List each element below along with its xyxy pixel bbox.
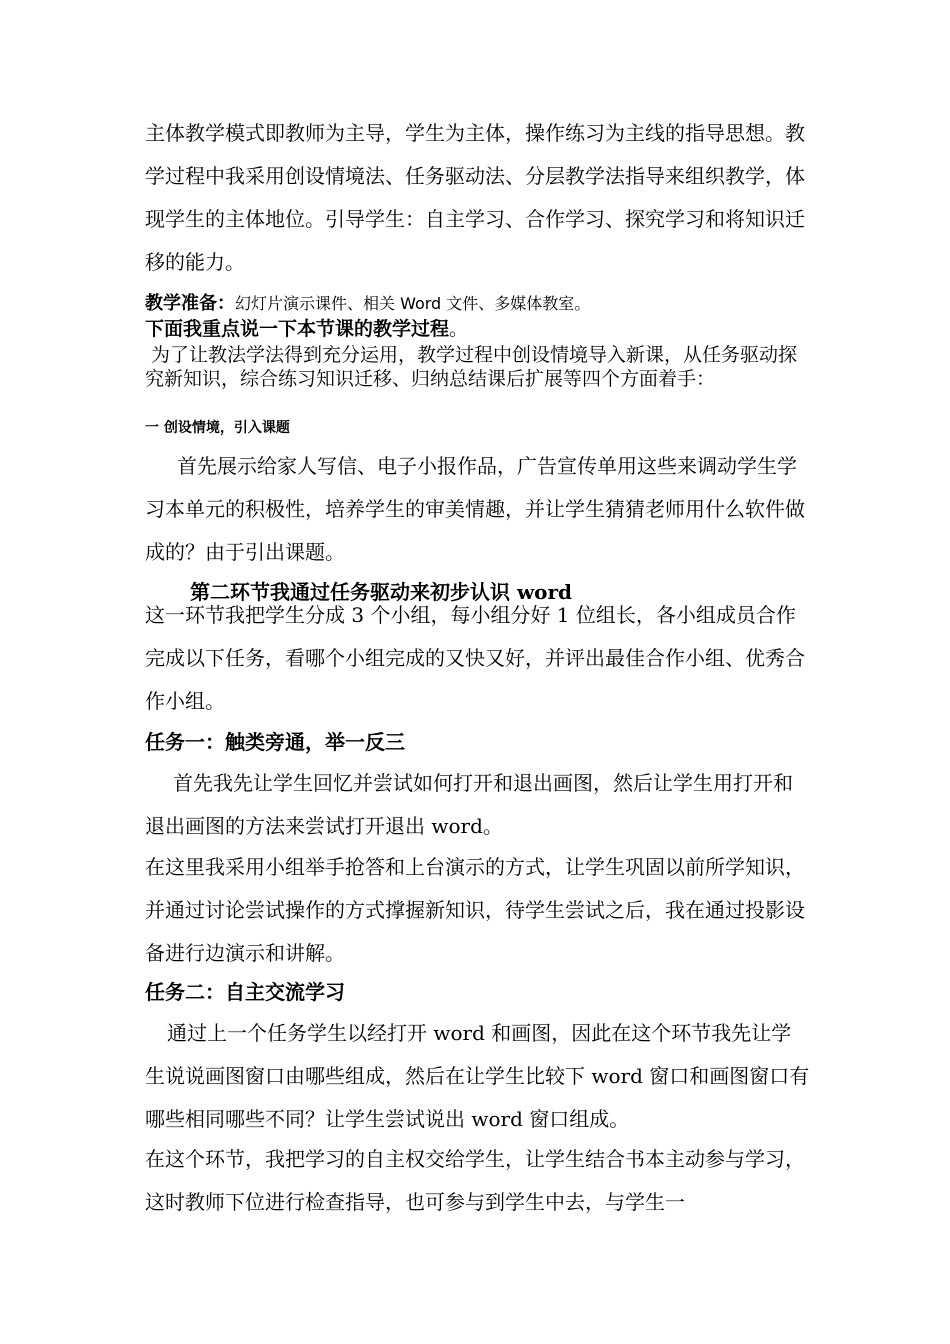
group-paragraph: 这一环节我把学生分成 3 个小组，每小组分好 1 位组长，各小组成员合作完成以下任务，看哪个小组完成的又快又好，并评出最佳合作小组、优秀合作小组。 <box>145 603 805 713</box>
task1-paragraph: 首先我先让学生回忆并尝试如何打开和退出画图，然后让学生用打开和退出画图的方法来尝试打开退出 word。 <box>145 771 793 838</box>
process-heading-period: 。 <box>449 318 469 340</box>
process-intro-paragraph: 为了让教法学法得到充分运用，教学过程中创设情境导入新课，从任务驱动探究新知识，综合练习知识迁移、归纳总结课后扩展等四个方面着手： <box>145 344 798 390</box>
process-heading-text: 下面我重点说一下本节课的教学过程 <box>145 318 450 340</box>
section-heading-1: 一 创设情境，引入课题 <box>145 420 290 436</box>
task2-method-paragraph: 在这个环节，我把学习的自主权交给学生，让学生结合书本主动参与学习，这时教师下位进行检查指导，也可参与到学生中去，与学生一 <box>145 1147 805 1214</box>
intro-paragraph: 主体教学模式即教师为主导，学生为主体，操作练习为主线的指导思想。教学过程中我采用创设情境法、任务驱动法、分层教学法指导来组织教学，体现学生的主体地位。引导学生：自主学习、合作学习、探究学习和将知识迁移的能力。 <box>145 121 805 274</box>
situation-paragraph: 首先展示给家人写信、电子小报作品，广告宣传单用这些来调动学生学习本单元的积极性，培养学生的审美情趣，并让学生猜猜老师用什么软件做成的？由于引出课题。 <box>145 454 805 564</box>
section-heading-2: 第二环节我通过任务驱动来初步认识 word <box>190 580 573 604</box>
task-heading-1: 任务一：触类旁通，举一反三 <box>145 730 405 754</box>
preparation-text: 幻灯片演示课件、相关 Word 文件、多媒体教室。 <box>235 294 591 313</box>
task2-paragraph: 通过上一个任务学生以经打开 word 和画图，因此在这个环节我先让学生说说画图窗口由哪些组成，然后在让学生比较下 word 窗口和画图窗口有哪些相同哪些不同？让学生尝试说出 word 窗口组成。 <box>145 1021 810 1131</box>
preparation-label: 教学准备： <box>145 293 235 314</box>
preparation-line <box>145 292 810 316</box>
process-heading <box>145 317 810 341</box>
task1-method-paragraph: 在这里我采用小组举手抢答和上台演示的方式，让学生巩固以前所学知识，并通过讨论尝试操作的方式撑握新知识，待学生尝试之后，我在通过投影设备进行边演示和讲解。 <box>145 855 805 965</box>
task-heading-2: 任务二：自主交流学习 <box>145 980 345 1004</box>
